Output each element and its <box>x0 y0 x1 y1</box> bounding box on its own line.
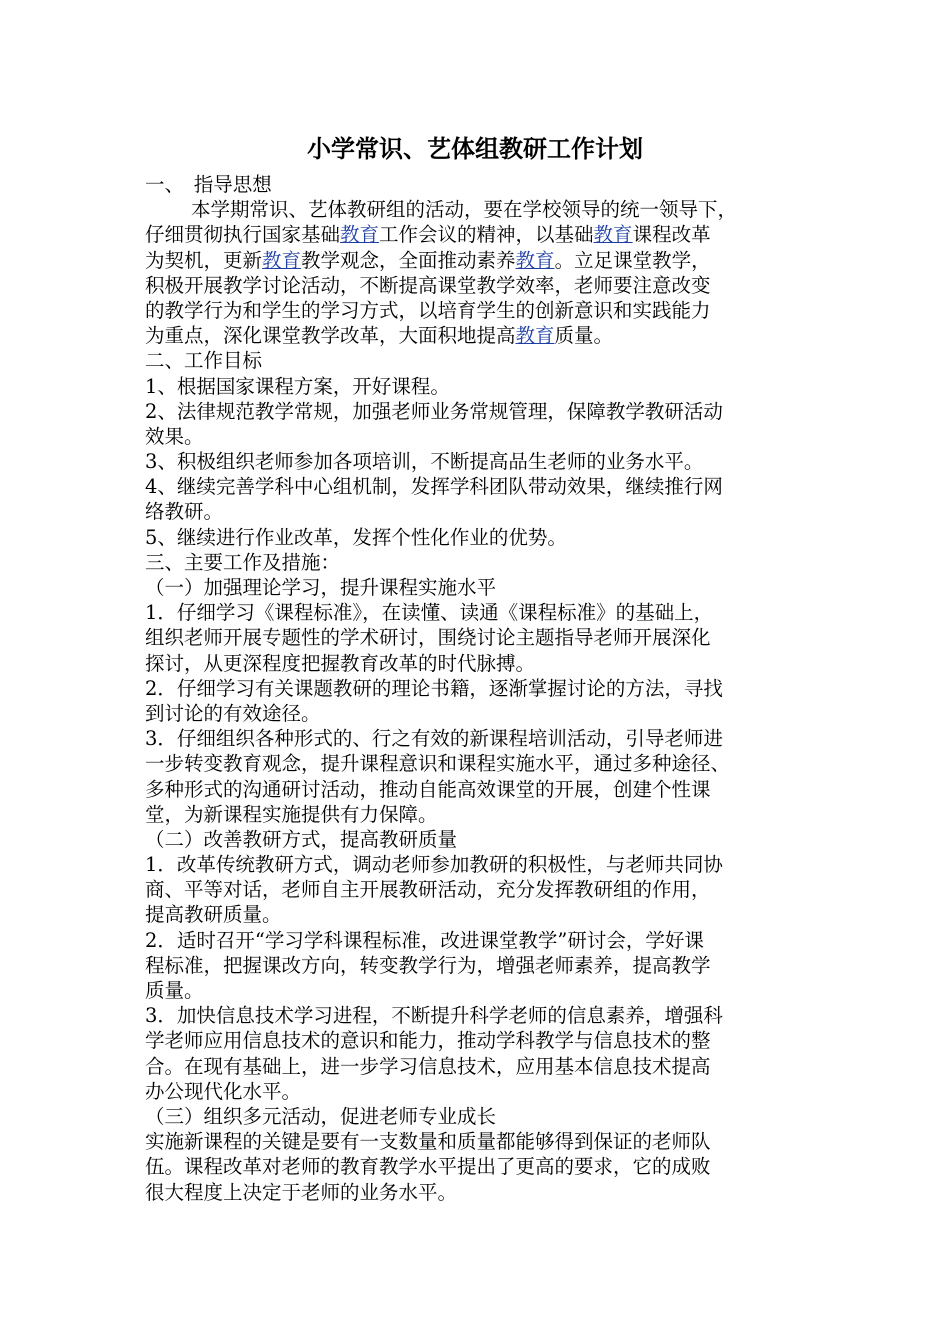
text-line <box>145 374 825 399</box>
text-line <box>145 902 825 927</box>
text-segment: 商、平等对话，老师自主开展教研活动，充分发挥教研组的作用， <box>145 878 711 902</box>
text-line <box>145 1003 825 1028</box>
text-line <box>145 273 825 298</box>
text-segment: 2．仔细学习有关课题教研的理论书籍，逐渐掌握讨论的方法，寻找 <box>145 676 723 700</box>
text-line <box>145 474 825 499</box>
text-line <box>145 978 825 1003</box>
text-segment: 学老师应用信息技术的意识和能力，推动学科教学与信息技术的整 <box>145 1029 711 1053</box>
text-segment: 实施新课程的关键是要有一支数量和质量都能够得到保证的老师队 <box>145 1130 711 1154</box>
text-segment: 办公现代化水平。 <box>145 1079 302 1103</box>
text-segment: 到讨论的有效途径。 <box>145 701 321 725</box>
text-segment: 仔细贯彻执行国家基础 <box>145 223 341 247</box>
text-segment: 的教学行为和学生的学习方式，以培育学生的创新意识和实践能力 <box>145 298 711 322</box>
text-segment: 3．加快信息技术学习进程，不断提升科学老师的信息素养，增强科 <box>145 1004 723 1028</box>
education-link[interactable]: 教育 <box>262 248 302 272</box>
text-line <box>145 298 825 323</box>
text-line <box>145 550 825 575</box>
text-segment: 5、继续进行作业改革，发挥个性化作业的优势。 <box>145 525 567 549</box>
text-segment: （一）加强理论学习，提升课程实施水平 <box>145 576 497 599</box>
text-line <box>145 852 825 877</box>
text-segment: 络教研。 <box>145 500 224 524</box>
text-segment: 探讨，从更深程度把握教育改革的时代脉搏。 <box>145 651 536 675</box>
text-segment: 。立足课堂教学， <box>554 248 711 272</box>
text-segment: 4、继续完善学科中心组机制，发挥学科团队带动效果，继续推行网 <box>145 475 723 499</box>
text-line <box>145 222 825 247</box>
text-segment: 提高教研质量。 <box>145 903 282 927</box>
text-line <box>145 525 825 550</box>
text-segment: 教学观念，全面推动素养 <box>301 248 516 272</box>
text-segment: 1．改革传统教研方式，调动老师参加教研的积极性，与老师共同协 <box>145 853 723 877</box>
text-line <box>145 726 825 751</box>
text-line <box>145 777 825 802</box>
text-segment: 质量。 <box>145 979 204 1002</box>
text-line <box>145 172 825 197</box>
text-segment: 1．仔细学习《课程标准》，在读懂、读通《课程标准》的基础上， <box>145 601 714 625</box>
education-link[interactable]: 教育 <box>515 248 555 272</box>
text-line <box>145 1104 825 1129</box>
text-segment: （二）改善教研方式，提高教研质量 <box>145 827 458 851</box>
text-segment: 三、主要工作及措施： <box>145 550 341 574</box>
text-segment: 一、 指导思想 <box>145 173 272 196</box>
text-segment: 2、法律规范教学常规，加强老师业务常规管理，保障教学教研活动 <box>145 399 723 423</box>
text-line <box>145 323 825 348</box>
text-line <box>145 399 825 424</box>
text-line <box>145 1129 825 1154</box>
text-segment: （三）组织多元活动，促进老师专业成长 <box>145 1104 497 1128</box>
text-line <box>145 1054 825 1079</box>
text-line <box>145 651 825 676</box>
text-line <box>145 1028 825 1053</box>
text-segment: 一步转变教育观念，提升课程意识和课程实施水平，通过多种途径、 <box>145 752 731 776</box>
education-link[interactable]: 教育 <box>593 223 633 247</box>
text-line <box>145 248 825 273</box>
document-body <box>145 172 825 1205</box>
text-segment: 组织老师开展专题性的学术研讨，围绕讨论主题指导老师开展深化 <box>145 626 711 650</box>
text-segment: 积极开展教学讨论活动，不断提高课堂教学效率，老师要注意改变 <box>145 273 711 297</box>
text-segment: 3、积极组织老师参加各项培训，不断提高品生老师的业务水平。 <box>145 450 704 474</box>
text-segment: 工作会议的精神，以基础 <box>379 223 594 247</box>
text-line <box>145 1180 825 1205</box>
text-segment: 伍。课程改革对老师的教育教学水平提出了更高的要求，它的成败 <box>145 1155 711 1179</box>
text-line <box>145 348 825 373</box>
text-line <box>145 1079 825 1104</box>
education-link[interactable]: 教育 <box>515 324 555 348</box>
text-segment: 二、工作目标 <box>145 349 263 373</box>
education-link[interactable]: 教育 <box>340 223 380 247</box>
text-line <box>145 499 825 524</box>
text-line <box>145 1154 825 1179</box>
text-segment: 2．适时召开“学习学科课程标准，改进课堂教学”研讨会，学好课 <box>145 928 704 952</box>
text-line <box>145 575 825 600</box>
document-title: 小学常识、艺体组教研工作计划 <box>307 134 643 163</box>
text-segment: 程标准，把握课改方向，转变教学行为，增强老师素养，提高教学 <box>145 953 711 977</box>
text-segment: 多种形式的沟通研讨活动，推动自能高效课堂的开展，创建个性课 <box>145 777 711 801</box>
text-segment: 课程改革 <box>632 223 711 247</box>
text-line <box>145 701 825 726</box>
text-segment: 为重点，深化课堂教学改革，大面积地提高 <box>145 324 516 348</box>
text-line <box>145 625 825 650</box>
text-segment: 为契机，更新 <box>145 248 263 272</box>
text-segment: 很大程度上决定于老师的业务水平。 <box>145 1180 458 1204</box>
text-line <box>145 449 825 474</box>
text-line <box>145 802 825 827</box>
text-line <box>145 424 825 449</box>
text-segment: 1、根据国家课程方案，开好课程。 <box>145 374 450 398</box>
text-segment: 效果。 <box>145 424 204 448</box>
text-segment: 合。在现有基础上，进一步学习信息技术，应用基本信息技术提高 <box>145 1054 711 1078</box>
text-line <box>145 600 825 625</box>
text-segment: 本学期常识、艺体教研组的活动，要在学校领导的统一领导下， <box>191 198 738 222</box>
text-line <box>145 676 825 701</box>
text-line <box>145 928 825 953</box>
text-line <box>145 953 825 978</box>
text-line <box>145 827 825 852</box>
text-segment: 质量。 <box>554 324 614 348</box>
text-segment: 堂，为新课程实施提供有力保障。 <box>145 802 438 826</box>
text-line <box>145 197 825 222</box>
text-line <box>145 751 825 776</box>
text-segment: 3．仔细组织各种形式的、行之有效的新课程培训活动，引导老师进 <box>145 727 723 751</box>
text-line <box>145 877 825 902</box>
